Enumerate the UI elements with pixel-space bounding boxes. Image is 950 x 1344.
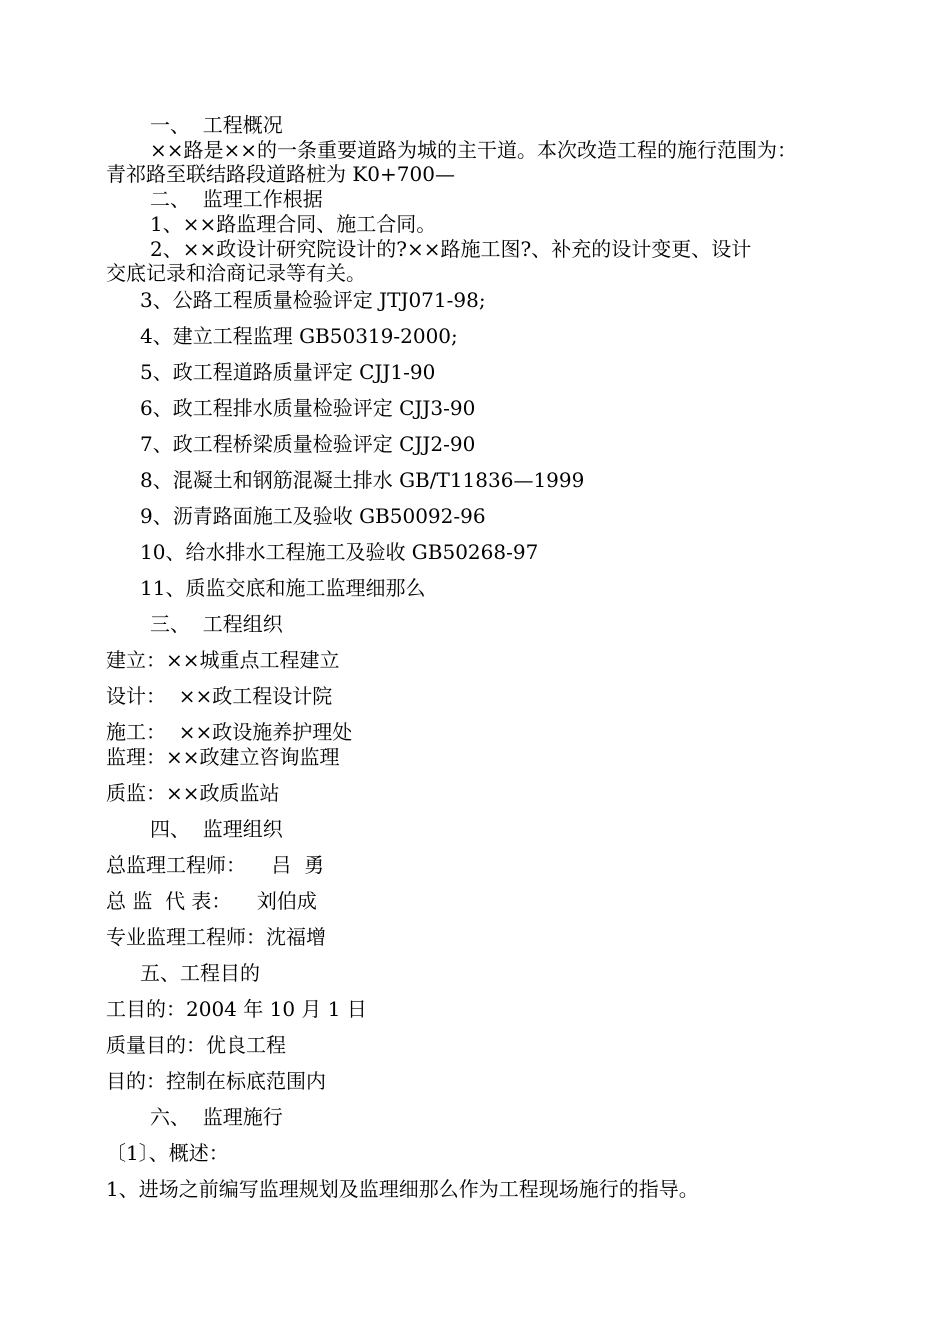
org-entry: 设计： ××政工程设计院: [106, 684, 333, 708]
paragraph-line: ××路是××的一条重要道路为城的主干道。本次改造工程的施行范围为：: [150, 138, 798, 162]
paragraph-line: 青祁路至联结路段道路桩为 K0+700—: [106, 162, 455, 186]
section-heading-goals: 五、工程目的: [140, 961, 260, 985]
list-item: 9、沥青路面施工及验收 GB50092-96: [140, 504, 486, 528]
section-heading-basis: 二、 监理工作根据: [150, 187, 323, 211]
section-heading-implementation: 六、 监理施行: [150, 1105, 283, 1129]
list-item: 交底记录和洽商记录等有关。: [106, 261, 366, 285]
org-entry: 质监：××政质监站: [106, 781, 280, 805]
list-item: 7、政工程桥梁质量检验评定 CJJ2-90: [140, 432, 476, 456]
list-item: 4、建立工程监理 GB50319-2000;: [140, 324, 458, 348]
section-heading-overview: 一、 工程概况: [150, 113, 283, 137]
org-entry: 监理：××政建立咨询监理: [106, 745, 340, 769]
goal-entry: 目的：控制在标底范围内: [106, 1069, 326, 1093]
staff-entry: 总监理工程师： 吕 勇: [106, 853, 325, 877]
list-item: 1、××路监理合同、施工合同。: [150, 212, 437, 236]
staff-entry: 专业监理工程师：沈福增: [106, 925, 326, 949]
goal-entry: 质量目的：优良工程: [106, 1033, 286, 1057]
org-entry: 建立：××城重点工程建立: [106, 648, 340, 672]
list-item: 8、混凝土和钢筋混凝土排水 GB/T11836—1999: [140, 468, 585, 492]
org-entry: 施工： ××政设施养护理处: [106, 720, 353, 744]
section-heading-organization: 三、 工程组织: [150, 612, 283, 636]
list-item: 3、公路工程质量检验评定 JTJ071-98;: [140, 288, 486, 312]
list-item: 6、政工程排水质量检验评定 CJJ3-90: [140, 396, 476, 420]
list-item: 10、给水排水工程施工及验收 GB50268-97: [140, 540, 539, 564]
list-item: 11、质监交底和施工监理细那么: [140, 576, 426, 600]
list-item: 2、××政设计研究院设计的?××路施工图?、补充的设计变更、设计: [150, 237, 752, 261]
goal-entry: 工目的：2004 年 10 月 1 日: [106, 997, 367, 1021]
section-heading-supervision: 四、 监理组织: [150, 817, 283, 841]
subheading: 〔1〕、概述：: [106, 1141, 229, 1165]
staff-entry: 总 监 代 表： 刘伯成: [106, 889, 317, 913]
list-item: 5、政工程道路质量评定 CJJ1-90: [140, 360, 436, 384]
paragraph-line: 1、进场之前编写监理规划及监理细那么作为工程现场施行的指导。: [106, 1177, 699, 1201]
